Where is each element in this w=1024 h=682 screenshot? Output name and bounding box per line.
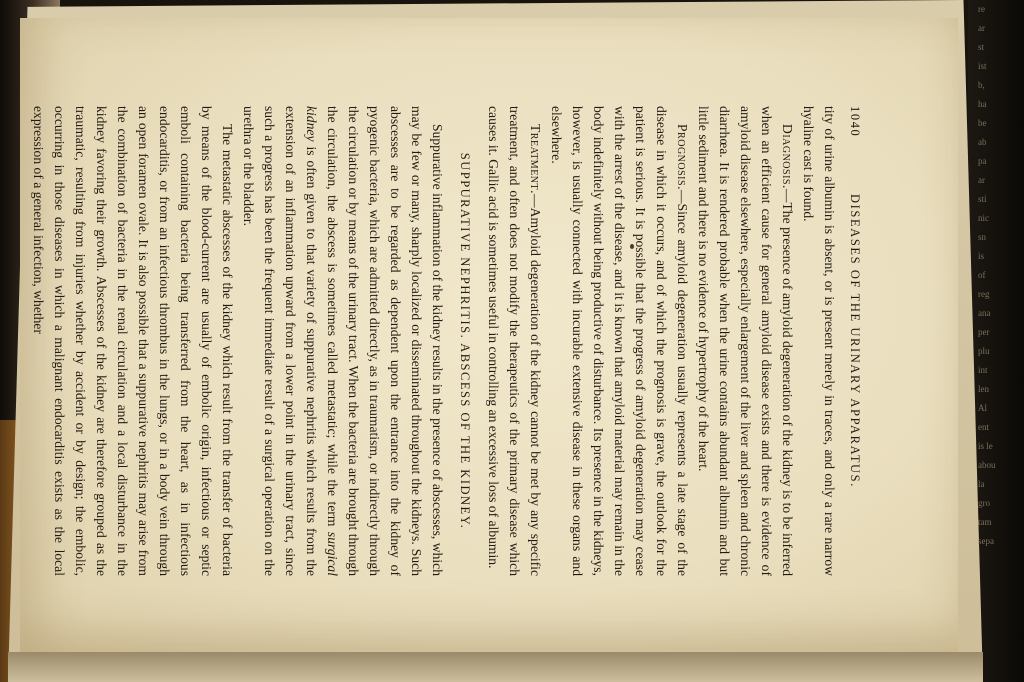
edge-fragment: sti [978,194,987,204]
body-text [28,106,840,576]
paragraph-1: tity of urine albumin is absent, or is present merely in traces, and only a rare narrow hyaline cast is found. [801,106,837,576]
facing-page-edge [8,652,983,682]
paragraph-suppurative [238,106,448,576]
edge-fragment: re [978,4,985,14]
edge-fragment: sn [978,232,987,242]
diagnosis-lead: Diagnosis. [780,124,795,189]
rotated-text-block [31,106,862,576]
paragraph-prognosis [546,106,693,576]
edge-fragment: be [978,118,987,128]
edge-fragment: ist [978,61,987,71]
edge-fragment: per [978,327,990,337]
edge-fragment: int [978,365,988,375]
edge-fragment: gro [978,498,990,508]
treatment-lead: Treatment. [528,124,543,195]
page-header [840,106,862,576]
prognosis-lead: Prognosis. [675,124,690,190]
suppurative-text: Suppurative inflammation of the kidney results in the presence of abscesses, which may be few or many, sharply localized or disseminated throughout the kidneys. Such abscesses are to be regarded as dependent upon the entrance into the kidney of pyogenic bacteria, which are admitted directly, as in traumatism, or indirectly through the circulation or by means of the urinary tract. When the bacteria are brought through the circulation, the abscess is sometimes called metastatic; while the term [325,106,445,576]
paragraph-metastatic: The metastatic abscesses of the kidney which result from the transfer of bacteria by means of the blood-current are usually of embolic origin, infectious or septic emboli containing bacteria being transferred from the heart, as in infectious endocarditis, or from an infectious thrombus in the lungs, or in a body vein through an open foramen ovale. It is also possible that a suppurative nephritis may arise from the combination of bacteria in the renal circulation and a local disturbance in the kidney favoring their growth. Abscesses of the kidney are therefore grouped as the traumatic, resulting from injuries whether by accident or by design; the embolic, occurring in those diseases in which a malignant endocarditis exists as the local expression of a general infection, whether [31,106,235,576]
edge-fragment: ar [978,175,985,185]
suppurative-tail: is often given to that variety of suppurative nephritis which results from the extension of an inflammation upward from a lower point in the urinary tract, since such a progress has been the frequent immediate result of a surgical operation on the urethra or the bladder. [241,106,319,576]
edge-fragment: ar [978,23,985,33]
edge-fragment: ana [978,308,991,318]
edge-fragment: sepa [978,536,994,546]
edge-fragment: is [978,251,985,261]
edge-fragment: is le [978,441,993,451]
edge-fragment: of [978,270,986,280]
adjacent-page-fragments [968,0,1024,682]
edge-fragment: ent [978,422,989,432]
paragraph-treatment [483,106,546,576]
edge-fragment: b, [978,80,985,90]
paragraph-diagnosis [693,106,798,576]
edge-fragment: st [978,42,985,52]
edge-fragment: ab [978,137,987,147]
surgical-kidney-term: surgical kidney [304,106,340,576]
running-title: DISEASES OF THE URINARY APPARATUS. [848,194,862,488]
treatment-text: —Amyloid degeneration of the kidney cannot be met by any specific treatment, and often does not modify the therapeutics of the primary disease which causes it. Gallic acid is sometimes useful in controlling an excessive loss of albumin. [486,106,543,576]
edge-fragment: la [978,479,985,489]
edge-fragment: abou [978,460,996,470]
page-number: 1040 [848,106,862,138]
diagnosis-text: —The presence of amyloid degeneration of the kidney is to be inferred when an efficient cause for general amyloid disease exists and there is evidence of amyloid disease elsewhere, especially enlargement of the liver and spleen and chronic diarrhœa. It is rendered probable when the urine contains abundant albumin and but little sediment and there is no evidence of hypertrophy of the heart. [696,106,795,576]
edge-fragment: ha [978,99,987,109]
edge-fragment: reg [978,289,990,299]
edge-fragment: nic [978,213,989,223]
edge-fragment: plu [978,346,990,356]
edge-fragment: len [978,384,989,394]
edge-fragment: Al [978,403,987,413]
edge-fragment: pa [978,156,987,166]
edge-fragment: tam [978,517,992,527]
prognosis-text: —Since amyloid degeneration usually represents a late stage of the disease in which it occurs, and of which the prognosis is grave, the outlook for the patient is serious. It is possible that the progress of amyloid degeneration may cease with the arrest of the disease, and it is known that amyloid material may remain in the body indefinitely without being productive of disturbance. Its presence in the kidneys, however, is usually connected with incurable extensive disease in these organs and elsewhere. [549,106,690,576]
section-heading: SUPPURATIVE NEPHRITIS. ABSCESS OF THE KIDNEY. [458,152,472,530]
